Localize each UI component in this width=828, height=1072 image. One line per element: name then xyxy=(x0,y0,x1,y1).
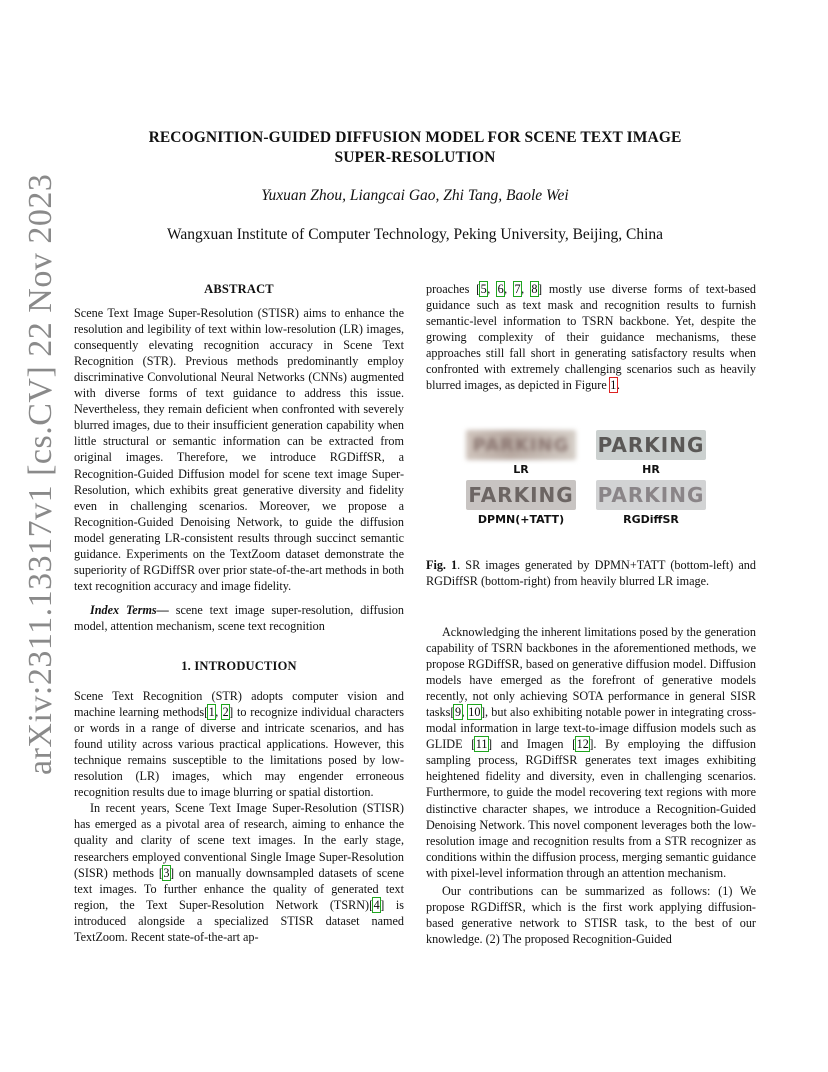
abstract-text: Scene Text Image Super-Resolution (STISR) aims to enhance the resolution and legibility of text within low-resolution (LR) images, consequently elevating recognition accuracy in Scene Text Recognition (STR). Previous methods predominantly employ discriminative Convolutional Neural Networks (CNNs) augmented with diverse forms of text guidance to address this issue. Nevertheless, they remain deficient when confronted with severely blurred images, due to their insufficient generation capability when little structural or semantic information can be extracted from original images. Therefore, we introduce RGDiffSR, a Recognition-Guided Diffusion model for scene text image Super-Resolution, which exhibits great generative diversity and fidelity even in challenging scenarios. Moreover, we propose a Recognition-Guided Denoising Network, to guide the diffusion model generating LR-consistent results through succinct semantic guidance. Experiments on the TextZoom dataset demonstrate the superiority of RGDiffSR over prior state-of-the-art methods in both text recognition accuracy and image fidelity. xyxy=(74,306,404,593)
related-text-b: mostly use diverse forms of text-based guidance such as text mask and recognition results to furnish semantic-level information to TSRN backbone. Yet, despite the growing complexity of their guidance mechanisms, these approaches still fall short in generating satisfactory results when confronted with extremely challenging scenarios such as heavily blurred images, as depicted in Figure xyxy=(426,282,757,393)
citation-link[interactable]: 11 xyxy=(475,737,488,752)
title-line-2: SUPER-RESOLUTION xyxy=(334,149,496,166)
index-terms-text: scene text image super-resolution, diffusion model, attention mechanism, scene text recognition xyxy=(74,602,404,633)
hr-label: HR xyxy=(642,463,660,476)
left-column xyxy=(74,281,404,945)
title-line-1: RECOGNITION-GUIDED DIFFUSION MODEL FOR SCENE TEXT IMAGE xyxy=(148,129,682,146)
intro-paragraph-2: In recent years, Scene Text Image Super-Resolution (STISR) has emerged as a pivotal area of research, aiming to enhance the quality and clarity of scene text images. In the early stage, researchers employed conventional Single Image Super-Resolution (SISR) methods [3] on manually downsampled datasets of scene text images. To further enhance the quality of generated text region, the Text Super-Resolution Network (TSRN)[4] is introduced alongside a specialized STISR dataset named TextZoom. Recent state-of-the-art ap- xyxy=(74,801,404,944)
right-column-bottom xyxy=(426,624,756,947)
arxiv-side-label: arXiv:2311.13317v1 [cs.CV] 22 Nov 2023 xyxy=(22,173,59,775)
related-text-c: . xyxy=(616,378,620,393)
rgdiffsr-image-text: PARKING xyxy=(597,483,705,507)
related-paragraph: proaches [5, 6, 7, 8] mostly use diverse forms of text-based guidance such as text mask and recognition results to furnish semantic-level information to TSRN backbone. Yet, despite the growing complexity of their guidance mechanisms, these approaches still fall short in generating satisfactory results when confronted with extremely challenging scenarios such as heavily blurred images, as depicted in Figure 1. xyxy=(426,282,757,393)
method-text-a: Acknowledging the inherent limitations posed by the generation capability of TSRN backbones in the aforementioned methods, we propose RGDiffSR, based on generative diffusion model. Diffusion models have emerged as the forefront of generative models recently, not only achieving SOTA performance in general SISR tasks xyxy=(426,625,756,720)
intro-p2-text-b: on manually downsampled datasets of scene text images. To further enhance the quality of generated text region, the Text Super-Resolution Network (TSRN) xyxy=(74,865,404,912)
hr-image xyxy=(596,430,706,460)
citation-link[interactable]: 5 xyxy=(480,282,487,296)
citation-link[interactable]: 3 xyxy=(163,865,170,880)
related-text-a: proaches xyxy=(426,282,477,296)
figure-1 xyxy=(466,430,716,530)
lr-image-text: PARKING xyxy=(472,434,570,456)
method-text-d: . By employing the diffusion sampling process, RGDiffSR generates text images exhibiting heightened fidelity and diversity, even in challenging scenarios. Furthermore, to guide the model recovering text regions with more distinctive character shapes, we introduce a Recognition-Guided Denoising Network. This novel component leverages both the low-resolution image and recognition results from a STR recognizer as conditions within the diffusion process, merging semantic guidance with pixel-level information through an attention mechanism. xyxy=(426,737,756,880)
dpmn-label: DPMN(+TATT) xyxy=(477,513,565,526)
citation-link[interactable]: 2 xyxy=(222,705,229,720)
citation-link[interactable]: 9 xyxy=(454,705,462,720)
figure-caption xyxy=(426,557,756,589)
lr-image xyxy=(466,430,576,460)
citation-link[interactable]: 7 xyxy=(514,282,521,296)
figure-caption-label: Fig. 1 xyxy=(426,558,458,572)
citation-link[interactable]: 8 xyxy=(531,282,538,296)
rgdiffsr-label: RGDiffSR xyxy=(623,513,679,526)
citation-link[interactable]: 12 xyxy=(576,737,589,752)
intro-paragraph-1: Scene Text Recognition (STR) adopts computer vision and machine learning methods[1, 2] to recognize individual characters or words in a range of diverse and intricate scenarios, and has found utility across various practical applications. However, this technique remains susceptible to the limitations posed by low-resolution (LR) images, which may engender erroneous recognition results due to image blurring or spatial distortion. xyxy=(74,689,404,800)
affiliation: Wangxuan Institute of Computer Technology, Peking University, Beijing, China xyxy=(166,226,664,243)
method-text-c: and Imagen xyxy=(492,737,573,752)
dpmn-image xyxy=(466,480,576,510)
hr-image-text: PARKING xyxy=(597,433,705,457)
intro-p2-text-a: In recent years, Scene Text Image Super-Resolution (STISR) has emerged as a pivotal area of research, aiming to enhance the quality and clarity of scene text images. In the early stage, researchers employed conventional Single Image Super-Resolution (SISR) methods xyxy=(74,801,404,880)
intro-p1-text-a: Scene Text Recognition (STR) adopts computer vision and machine learning methods xyxy=(74,689,404,720)
citation-link[interactable]: 6 xyxy=(497,282,504,296)
lr-label: LR xyxy=(513,463,529,476)
right-column-top xyxy=(426,281,756,393)
citation-link[interactable]: 1 xyxy=(208,705,215,720)
intro-p1-text-b: to recognize individual characters or words in a range of diverse and intricate scenarios, and has found utility across various practical applications. However, this technique remains susceptible to the limitations posed by low-resolution (LR) images, which may engender erroneous recognition results due to image blurring or spatial distortion. xyxy=(74,705,404,800)
index-terms xyxy=(74,602,404,634)
dpmn-image-text: FARKING xyxy=(468,483,574,507)
contributions-paragraph: Our contributions can be summarized as follows: (1) We propose RGDiffSR, which is the first work applying diffusion-based generative network to STISR task, to the best of our knowledge. (2) The proposed Recognition-Guided xyxy=(426,883,756,946)
citation-link[interactable]: 10 xyxy=(468,705,481,720)
index-terms-label: Index Terms— xyxy=(90,602,169,617)
figure-caption-text: . SR images generated by DPMN+TATT (bottom-left) and RGDiffSR (bottom-right) from heavily blurred LR image. xyxy=(426,558,756,588)
authors: Yuxuan Zhou, Liangcai Gao, Zhi Tang, Baole Wei xyxy=(261,187,569,204)
abstract-heading: ABSTRACT xyxy=(204,282,274,296)
rgdiffsr-image xyxy=(596,480,706,510)
citation-link[interactable]: 4 xyxy=(373,897,380,912)
paper-title xyxy=(110,128,720,168)
intro-p2-text-c: is introduced alongside a specialized STISR dataset named TextZoom. Recent state-of-the-art ap- xyxy=(74,897,404,944)
method-paragraph: Acknowledging the inherent limitations posed by the generation capability of TSRN backbones in the aforementioned methods, we propose RGDiffSR, based on generative diffusion model. Diffusion models have emerged as the forefront of generative models recently, not only achieving SOTA performance in general SISR tasks[9, 10], but also exhibiting notable power in integrating cross-modal information in large text-to-image diffusion models such as GLIDE [11] and Imagen [12]. By employing the diffusion sampling process, RGDiffSR generates text images exhibiting heightened fidelity and diversity, even in challenging scenarios. Furthermore, to guide the model recovering text regions with more distinctive character shapes, we introduce a Recognition-Guided Denoising Network. This novel component leverages both the low-resolution image and recognition results from a STR recognizer as conditions within the diffusion process, merging semantic guidance with pixel-level information through an attention mechanism. xyxy=(426,625,757,880)
intro-heading: 1. INTRODUCTION xyxy=(181,658,297,673)
method-text-b: , but also exhibiting notable power in integrating cross-modal information in large text-to-image diffusion models such as GLIDE xyxy=(426,705,757,752)
figure-ref-link[interactable]: 1 xyxy=(610,378,617,393)
